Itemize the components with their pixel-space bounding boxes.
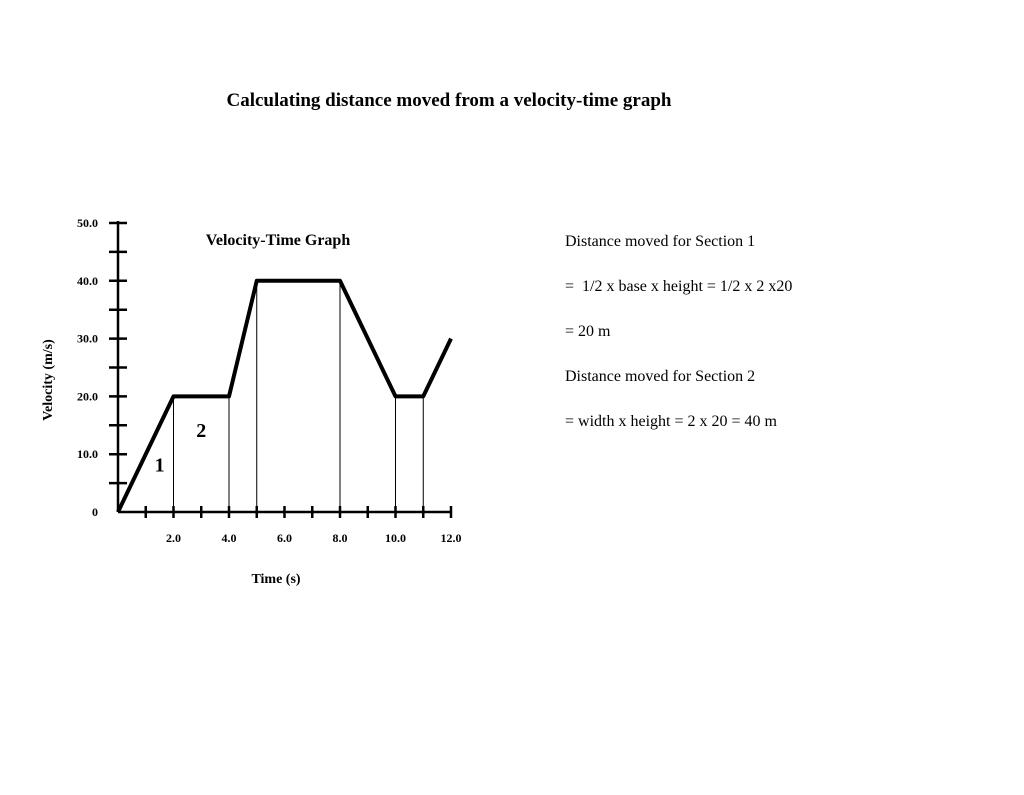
x-tick-label: 12.0 [440, 531, 462, 545]
explanation-line: = 20 m [565, 323, 611, 340]
axes [118, 221, 451, 512]
y-tick-label: 10.0 [77, 447, 98, 462]
y-tick-label: 40.0 [77, 273, 98, 288]
x-tick-label: 4.0 [221, 531, 237, 545]
tick-labels [77, 216, 462, 545]
explanation-line: = 1/2 x base x height = 1/2 x 2 x20 [565, 278, 793, 295]
x-tick-label: 8.0 [332, 531, 348, 545]
x-tick-label: 10.0 [385, 531, 406, 545]
chart-title: Velocity-Time Graph [205, 232, 351, 249]
y-tick-label: 50.0 [77, 216, 98, 230]
section-labels [155, 420, 207, 477]
y-tick-label: 30.0 [77, 331, 98, 346]
explanation-line: = width x height = 2 x 20 = 40 m [565, 413, 777, 430]
x-tick-label: 6.0 [277, 531, 292, 545]
explanation-text [565, 232, 792, 457]
explanation-line: Distance moved for Section 2 [565, 368, 756, 385]
velocity-time-chart [30, 205, 480, 595]
y-tick-label: 20.0 [77, 389, 98, 404]
series-layer [118, 281, 451, 512]
velocity-series-line [118, 281, 451, 512]
page-title: Calculating distance moved from a velocity-time graph [226, 90, 672, 111]
x-axis-label: Time (s) [251, 572, 301, 587]
y-tick-label: 0 [92, 505, 98, 519]
y-axis-label: Velocity (m/s) [41, 339, 56, 421]
x-tick-label: 2.0 [166, 531, 181, 545]
explanation-line: Distance moved for Section 1 [565, 233, 756, 250]
section-label: 1 [154, 454, 165, 477]
section-label: 2 [196, 419, 207, 442]
